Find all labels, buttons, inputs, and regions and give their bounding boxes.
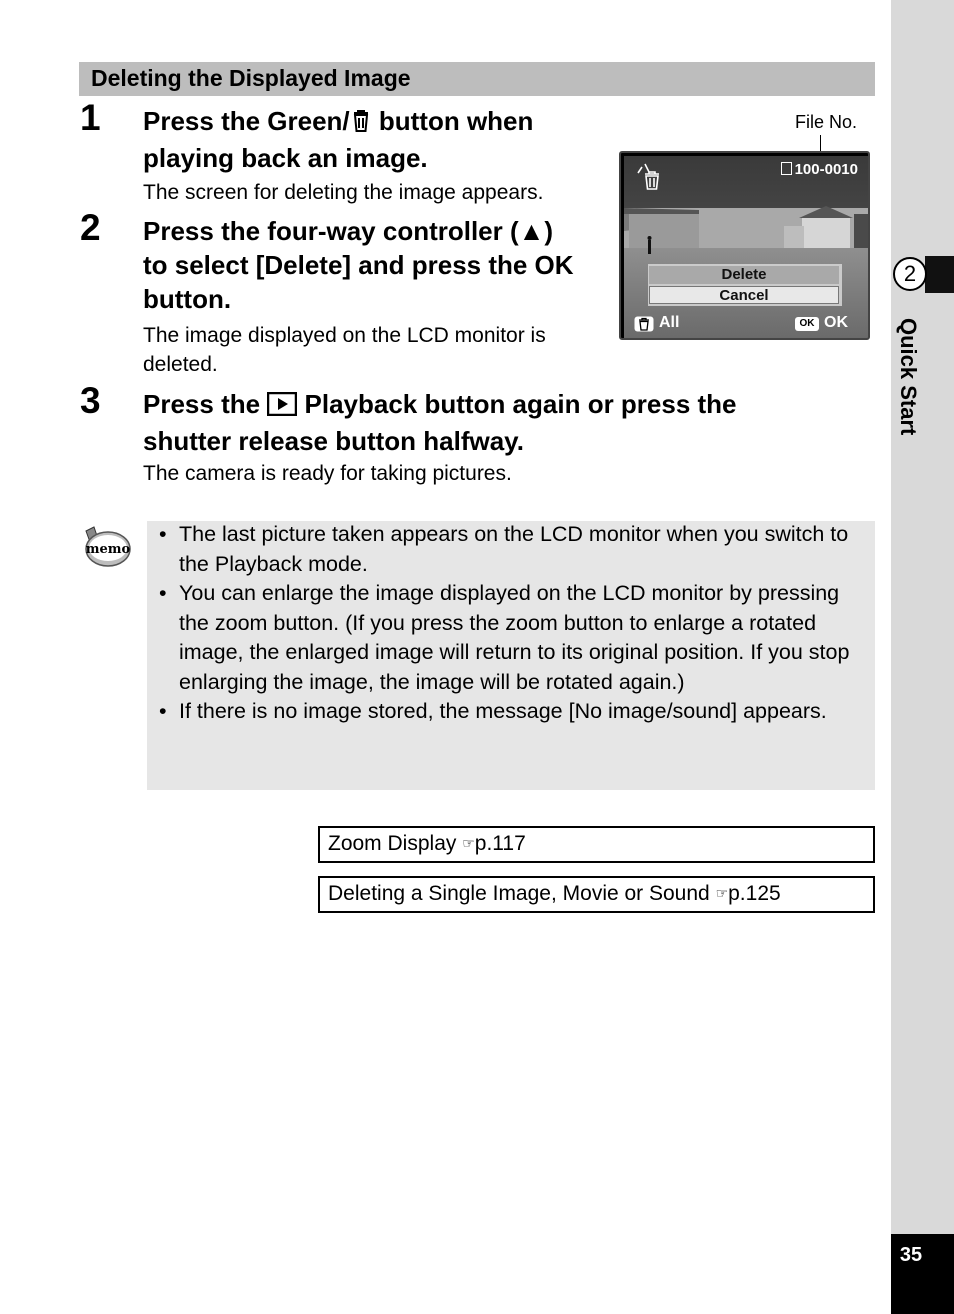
file-number-label: File No. — [795, 112, 858, 132]
step-2-heading-line: button. — [143, 284, 232, 314]
memo-item: • You can enlarge the image displayed on the LCD monitor by pressing the zoom button. (If you press the zoom button to enlarge a rotated image, the enlarged image will return to its original position. If you stop enlarging the image, the image will be rotated again.) — [157, 579, 869, 697]
step-3-heading-part: Playback button again or press the — [297, 389, 737, 419]
chapter-side-tab — [891, 0, 954, 1314]
reference-page: p.125 — [728, 882, 781, 905]
step-3-heading — [143, 387, 843, 458]
step-3-heading-part: Press the — [143, 389, 268, 419]
delete-icon — [635, 161, 665, 191]
memo-icon — [80, 525, 132, 569]
lcd-file-number — [781, 161, 858, 178]
playback-icon — [267, 390, 297, 424]
reference-zoom-display[interactable] — [318, 826, 875, 863]
chapter-number: 2 — [893, 257, 927, 291]
lcd-menu-delete[interactable]: Delete — [649, 266, 839, 284]
step-2-heading-line: Press the four-way controller (▲) — [143, 216, 554, 246]
reference-text: Zoom Display — [328, 832, 463, 855]
chapter-title: Quick Start — [896, 318, 921, 436]
ok-button-icon: OK — [795, 317, 819, 331]
lcd-ok-label: OK — [824, 314, 848, 331]
step-1-heading-part: button when — [371, 106, 534, 136]
reference-deleting-single-image[interactable] — [318, 876, 875, 913]
lcd-menu-cancel[interactable]: Cancel — [649, 286, 839, 304]
trash-button-icon — [634, 316, 654, 332]
trash-icon — [350, 107, 372, 141]
step-1-heading-part: Press the Green/ — [143, 106, 350, 136]
step-2-heading-line: to select [Delete] and press the OK — [143, 250, 574, 280]
step-3-body: The camera is ready for taking pictures. — [143, 462, 512, 485]
memo-item: • If there is no image stored, the message [No image/sound] appears. — [157, 697, 869, 727]
pointing-hand-icon: ☞ — [462, 835, 475, 851]
reference-text: Deleting a Single Image, Movie or Sound — [328, 882, 716, 905]
page-number: 35 — [899, 1244, 923, 1266]
chapter-band — [925, 256, 954, 293]
lcd-file-number-text: 100-0010 — [794, 161, 858, 178]
step-1-body: The screen for deleting the image appears. — [143, 181, 544, 204]
step-2-body — [143, 321, 546, 379]
section-title: Deleting the Displayed Image — [91, 65, 411, 91]
memo-item: • The last picture taken appears on the LCD monitor when you switch to the Playback mode. — [157, 520, 869, 579]
step-3-heading-line: shutter release button halfway. — [143, 426, 524, 456]
step-3-number: 3 — [80, 380, 101, 421]
step-1-heading — [143, 104, 623, 175]
step-1-number: 1 — [80, 97, 101, 138]
pointing-hand-icon: ☞ — [715, 885, 729, 901]
lcd-monitor-illustration — [619, 151, 870, 340]
step-1-heading-line: playing back an image. — [143, 143, 428, 173]
step-2-number: 2 — [80, 207, 101, 248]
lcd-all-label: All — [659, 314, 680, 331]
memo-list — [157, 520, 869, 727]
reference-page: p.117 — [474, 832, 526, 855]
step-2-body-line: The image displayed on the LCD monitor is — [143, 324, 546, 347]
step-2-heading — [143, 214, 613, 316]
step-2-body-line: deleted. — [143, 353, 218, 376]
memo-icon-label: memo — [85, 542, 131, 557]
file-icon — [781, 162, 792, 175]
